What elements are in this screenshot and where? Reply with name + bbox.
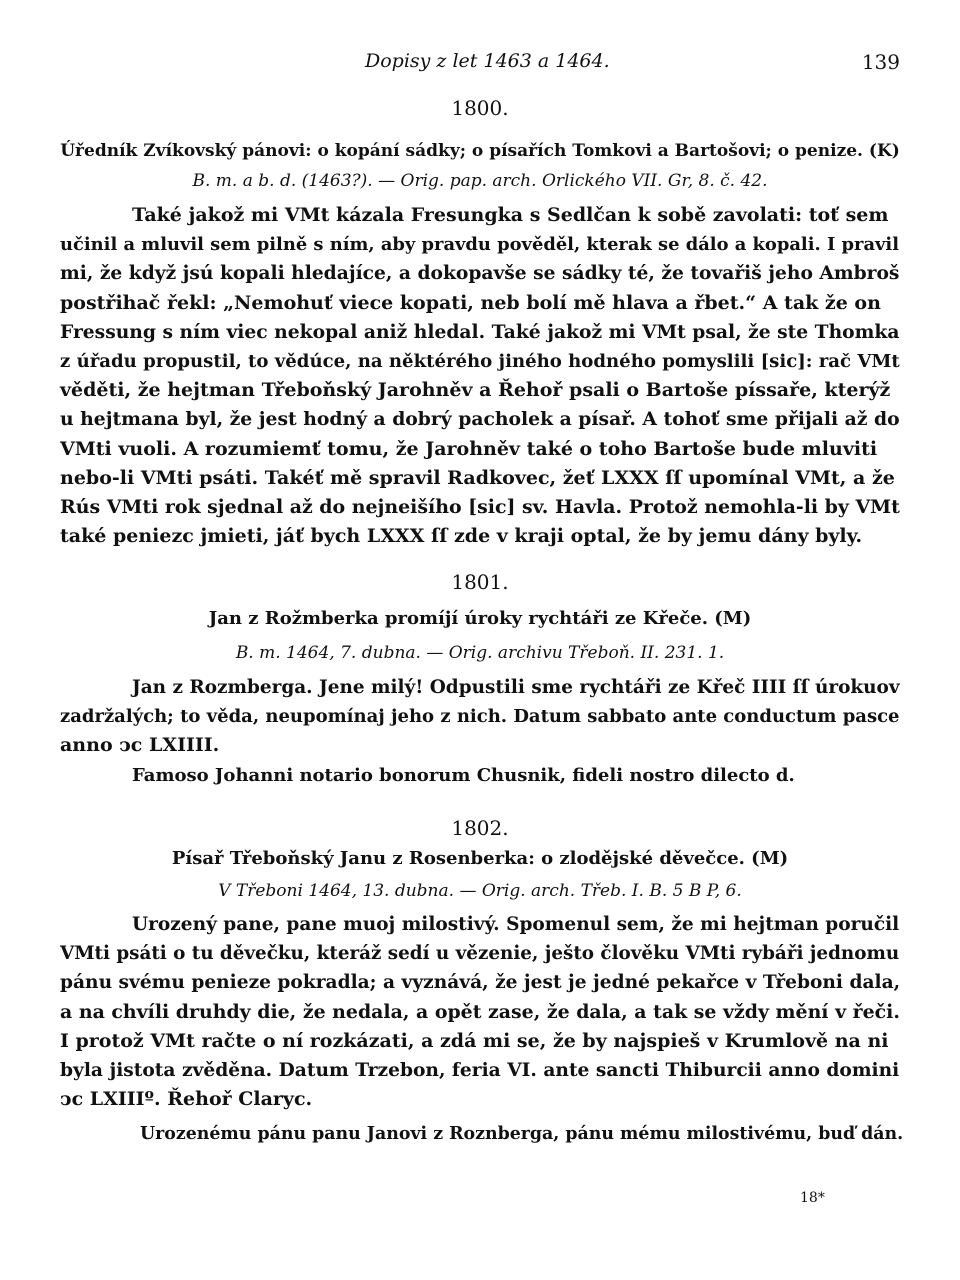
entry-number-1801: 1801. <box>451 570 509 594</box>
entry-heading-1800: Úředník Zvíkovský pánovi: o kopání sádky; o písařích Tomkovi a Bartošovi; o penize. (K) <box>60 141 900 161</box>
page-number: 139 <box>861 50 900 74</box>
text-line: VMti vuoli. A rozumiemť tomu, že Jarohněv také o toho Bartoše bude mluviti <box>60 437 878 460</box>
closing-line <box>60 1085 900 1114</box>
text-line: věděti, že hejtman Třeboňský Jarohněv a Řehoř psali o Bartoše píssaře, kterýž <box>60 379 891 402</box>
entry-address-1801: Famoso Johanni notario bonorum Chusnik, fideli nostro dilecto d. <box>132 765 795 786</box>
entry-heading-1802: Písař Třeboňský Janu z Rosenberka: o zlodějské děvečce. (M) <box>171 848 789 869</box>
entry-body-1801 <box>60 673 900 761</box>
entry-number-1800: 1800. <box>451 96 509 120</box>
closing-date: ↄc LXIIIº. <box>60 1088 161 1111</box>
folio-signature: 18* <box>800 1190 825 1206</box>
text-line: Rús VMti rok sjednal až do nejneišího [sic] sv. Havla. Protož nemohla-li by VMt <box>60 496 900 519</box>
entry-body-1802 <box>60 910 900 1114</box>
entry-source-1800: B. m. a b. d. (1463?). — Orig. pap. arch. Orlického VII. Gr, 8. č. 42. <box>192 171 768 191</box>
text-line: Také jakož mi VMt kázala Fresungka s Sedlčan k sobě zavolati: toť sem <box>132 204 889 226</box>
text-line: I protož VMt račte o ní rozkázati, a zdá mi se, že by najspieš v Krumlově na ni <box>60 1029 889 1052</box>
running-title: Dopisy z let 1463 a 1464. <box>365 50 610 72</box>
text-line: postřihač řekl: „Nemohuť viece kopati, neb bolí mě hlava a řbet.“ A tak že on <box>60 291 881 314</box>
text-line: VMti psáti o tu děvečku, kteráž sedí u vězenie, ješto člověku VMti rybáři jednomu <box>60 943 900 965</box>
signature: Řehoř Claryc. <box>167 1088 313 1111</box>
text-line: mi, že když jsú kopali hledajíce, a dokopavše se sádky té, že tovařiš jeho Ambroš <box>60 262 900 285</box>
text-line: zadržalých; to věda, neupomínaj jeho z nich. Datum sabbato ante conductum pasce <box>60 706 900 728</box>
text-line: z úřadu propustil, to vědúce, na něktérého jiného hodného pomyslili [sic]: rač VMt <box>60 351 900 373</box>
entry-address-1802: Urozenému pánu panu Janovi z Roznberga, pánu mému milostivému, buď dán. <box>140 1124 904 1144</box>
text-line: pánu svému penieze pokradla; a vyznává, že jest je jedné pekařce v Třeboni dala, <box>60 972 901 994</box>
entry-source-1802: V Třeboni 1464, 13. dubna. — Orig. arch. Třeb. I. B. 5 B P, 6. <box>218 881 742 901</box>
text-line: nebo-li VMti psáti. Takéť mě spravil Radkovec, žeť LXXX ſſ upomínal VMt, a že <box>60 466 895 489</box>
entry-source-1801: B. m. 1464, 7. dubna. — Orig. archivu Třeboň. II. 231. 1. <box>235 643 725 663</box>
text-line: Fressung s ním viec nekopal aniž hledal. Také jakož mi VMt psal, že ste Thomka <box>60 320 900 343</box>
text-line: u hejtmana byl, že jest hodný a dobrý pacholek a písař. A tohoť sme přijali až do <box>60 408 900 431</box>
text-line: Jan z Rozmberga. Jene milý! Odpustili sme rychtáři ze Křeč IIII ſſ úrokuov <box>132 677 900 698</box>
entry-body-1800 <box>60 201 900 551</box>
entry-heading-1801: Jan z Rožmberka promíjí úroky rychtáři ze Křeče. (M) <box>208 608 752 629</box>
text-line: anno ↄc LXIIII. <box>60 734 220 757</box>
entry-number-1802: 1802. <box>451 816 509 840</box>
text-line: také peniezc jmieti, jáť bych LXXX ſſ zde v kraji optal, že by jemu dány byly. <box>60 525 863 548</box>
text-line: a na chvíli druhdy die, že nedala, a opět zase, že dala, a tak se vždy mění v řeči. <box>60 1000 900 1023</box>
text-line: byla jistota zvěděna. Datum Trzebon, feria VI. ante sancti Thiburcii anno domini <box>60 1059 900 1082</box>
text-line: učinil a mluvil sem pilně s ním, aby pravdu pověděl, kterak se dálo a kopali. I pravil <box>60 234 899 256</box>
text-line: Urozený pane, pane muoj milostivý. Spomenul sem, že mi hejtman poručil <box>132 914 900 935</box>
running-head <box>360 50 900 78</box>
